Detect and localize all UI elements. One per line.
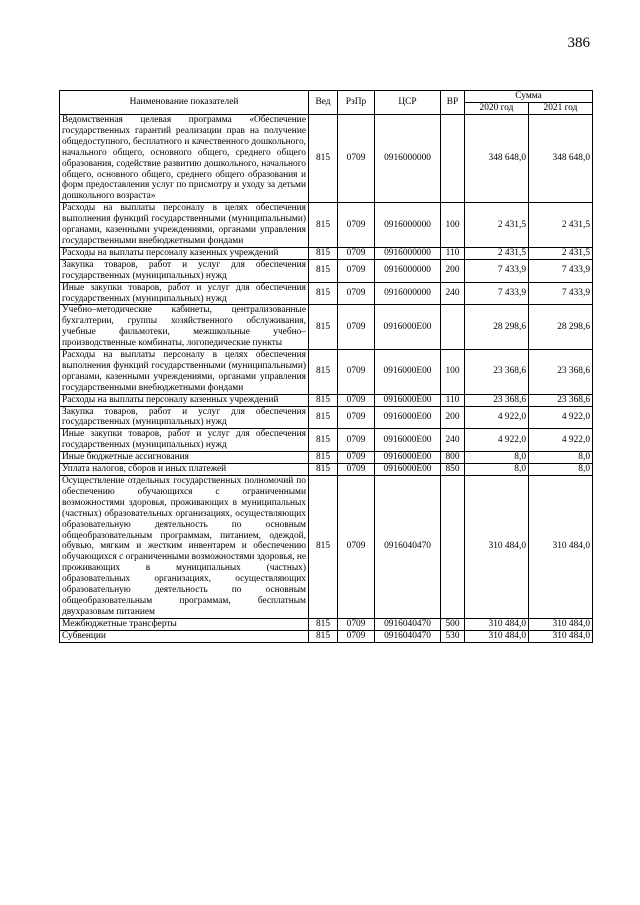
table-row	[60, 394, 593, 406]
row-name: Уплата налогов, сборов и иных платежей	[60, 464, 309, 476]
table-row	[60, 115, 593, 203]
table-row	[60, 203, 593, 248]
row-rzpr: 0709	[338, 476, 375, 619]
row-sum-2021: 28 298,6	[529, 305, 593, 350]
row-rzpr: 0709	[338, 305, 375, 350]
row-ved: 815	[309, 259, 338, 282]
header-2021: 2021 год	[529, 103, 593, 115]
row-csr: 0916000Е00	[375, 406, 441, 429]
row-csr: 0916000000	[375, 259, 441, 282]
row-name: Иные бюджетные ассигнования	[60, 452, 309, 464]
row-rzpr: 0709	[338, 630, 375, 642]
row-vr: 240	[441, 429, 465, 452]
header-ved: Вед	[309, 91, 338, 115]
table-row	[60, 630, 593, 642]
row-vr: 800	[441, 452, 465, 464]
row-sum-2020: 23 368,6	[465, 394, 529, 406]
header-csr: ЦСР	[375, 91, 441, 115]
row-rzpr: 0709	[338, 464, 375, 476]
row-csr: 0916000Е00	[375, 464, 441, 476]
row-sum-2020: 2 431,5	[465, 247, 529, 259]
page-number: 386	[567, 35, 590, 51]
row-vr: 850	[441, 464, 465, 476]
row-rzpr: 0709	[338, 247, 375, 259]
row-ved: 815	[309, 464, 338, 476]
row-ved: 815	[309, 282, 338, 305]
row-csr: 0916000Е00	[375, 429, 441, 452]
row-name: Иные закупки товаров, работ и услуг для обеспечения государственных (муниципальных) нужд	[60, 282, 309, 305]
row-csr: 0916000Е00	[375, 305, 441, 350]
row-sum-2021: 7 433,9	[529, 282, 593, 305]
header-vr: ВР	[441, 91, 465, 115]
row-sum-2021: 348 648,0	[529, 115, 593, 203]
table-row	[60, 247, 593, 259]
row-ved: 815	[309, 203, 338, 248]
row-ved: 815	[309, 429, 338, 452]
row-vr	[441, 115, 465, 203]
row-name: Расходы на выплаты персоналу казенных учреждений	[60, 394, 309, 406]
row-csr: 0916040470	[375, 630, 441, 642]
table-row	[60, 464, 593, 476]
table-row	[60, 259, 593, 282]
row-sum-2021: 4 922,0	[529, 406, 593, 429]
row-ved: 815	[309, 452, 338, 464]
row-ved: 815	[309, 115, 338, 203]
row-name: Расходы на выплаты персоналу казенных учреждений	[60, 247, 309, 259]
row-sum-2020: 8,0	[465, 464, 529, 476]
table-body	[60, 115, 593, 643]
row-vr: 110	[441, 247, 465, 259]
row-name: Иные закупки товаров, работ и услуг для обеспечения государственных (муниципальных) нужд	[60, 429, 309, 452]
row-rzpr: 0709	[338, 429, 375, 452]
row-sum-2020: 310 484,0	[465, 476, 529, 619]
row-sum-2021: 8,0	[529, 452, 593, 464]
row-ved: 815	[309, 406, 338, 429]
table-row	[60, 618, 593, 630]
row-sum-2020: 348 648,0	[465, 115, 529, 203]
row-sum-2020: 23 368,6	[465, 350, 529, 395]
row-sum-2021: 23 368,6	[529, 394, 593, 406]
row-sum-2020: 7 433,9	[465, 282, 529, 305]
row-csr: 0916000000	[375, 282, 441, 305]
row-csr: 0916000000	[375, 203, 441, 248]
row-sum-2020: 310 484,0	[465, 630, 529, 642]
row-sum-2020: 310 484,0	[465, 618, 529, 630]
row-vr: 200	[441, 259, 465, 282]
row-vr: 100	[441, 350, 465, 395]
table-row	[60, 350, 593, 395]
row-sum-2021: 4 922,0	[529, 429, 593, 452]
row-name: Субвенции	[60, 630, 309, 642]
row-vr	[441, 305, 465, 350]
row-sum-2021: 7 433,9	[529, 259, 593, 282]
budget-table	[59, 90, 593, 643]
row-csr: 0916000000	[375, 247, 441, 259]
row-sum-2021: 310 484,0	[529, 630, 593, 642]
row-sum-2021: 2 431,5	[529, 247, 593, 259]
row-vr: 110	[441, 394, 465, 406]
row-vr: 530	[441, 630, 465, 642]
row-ved: 815	[309, 618, 338, 630]
row-sum-2021: 310 484,0	[529, 476, 593, 619]
row-sum-2020: 2 431,5	[465, 203, 529, 248]
row-rzpr: 0709	[338, 406, 375, 429]
table-row	[60, 452, 593, 464]
row-vr: 200	[441, 406, 465, 429]
row-sum-2020: 4 922,0	[465, 429, 529, 452]
row-name: Ведомственная целевая программа «Обеспечение государственных гарантий реализации прав на получение общедоступного, бесплатного и качественного дошкольного, начального общего, основного общего, среднего общего образования, содействие развитию дошкольного, начального общего, основного общего, среднего общего образования и форм предоставления услуг по присмотру и уходу за детьми дошкольного возраста»	[60, 115, 309, 203]
row-rzpr: 0709	[338, 618, 375, 630]
row-sum-2021: 23 368,6	[529, 350, 593, 395]
row-sum-2020: 8,0	[465, 452, 529, 464]
row-rzpr: 0709	[338, 350, 375, 395]
row-ved: 815	[309, 305, 338, 350]
row-csr: 0916000Е00	[375, 350, 441, 395]
table-row	[60, 282, 593, 305]
row-csr: 0916000Е00	[375, 452, 441, 464]
row-name: Расходы на выплаты персоналу в целях обеспечения выполнения функций государственными (муниципальными) органами, казенными учреждениями, органами управления государственными внебюджетными фондами	[60, 203, 309, 248]
header-name: Наименование показателей	[60, 91, 309, 115]
header-2020: 2020 год	[465, 103, 529, 115]
row-rzpr: 0709	[338, 452, 375, 464]
row-csr: 0916040470	[375, 618, 441, 630]
row-rzpr: 0709	[338, 203, 375, 248]
row-csr: 0916000Е00	[375, 394, 441, 406]
row-sum-2021: 8,0	[529, 464, 593, 476]
row-vr: 240	[441, 282, 465, 305]
row-rzpr: 0709	[338, 394, 375, 406]
row-vr	[441, 476, 465, 619]
row-name: Закупка товаров, работ и услуг для обеспечения государственных (муниципальных) нужд	[60, 406, 309, 429]
row-rzpr: 0709	[338, 259, 375, 282]
row-name: Закупка товаров, работ и услуг для обеспечения государственных (муниципальных) нужд	[60, 259, 309, 282]
row-csr: 0916040470	[375, 476, 441, 619]
header-rzpr: РзПр	[338, 91, 375, 115]
table-row	[60, 476, 593, 619]
row-name: Осуществление отдельных государственных полномочий по обеспечению обучающихся с ограниченными возможностями здоровья, проживающих в муниципальных (частных) образовательных организациях, осуществляющих образовательную деятельность по основным общеобразовательным программам, питанием, одеждой, обувью, мягким и жестким инвентарем и обеспечению обучающихся с ограниченными возможностями здоровья, не проживающих в муниципальных (частных) образовательных организациях, осуществляющих образовательную деятельность по основным общеобразовательным программам, бесплатным двухразовым питанием	[60, 476, 309, 619]
row-sum-2020: 4 922,0	[465, 406, 529, 429]
row-rzpr: 0709	[338, 282, 375, 305]
row-vr: 100	[441, 203, 465, 248]
row-ved: 815	[309, 476, 338, 619]
row-sum-2021: 310 484,0	[529, 618, 593, 630]
row-sum-2020: 28 298,6	[465, 305, 529, 350]
row-name: Расходы на выплаты персоналу в целях обеспечения выполнения функций государственными (муниципальными) органами, казенными учреждениями, органами управления государственными внебюджетными фондами	[60, 350, 309, 395]
row-rzpr: 0709	[338, 115, 375, 203]
row-sum-2020: 7 433,9	[465, 259, 529, 282]
row-name: Межбюджетные трансферты	[60, 618, 309, 630]
row-name: Учебно–методические кабинеты, централизованные бухгалтерии, группы хозяйственного обслуживания, учебные фильмотеки, межшкольные учебно–производственные комбинаты, логопедические пункты	[60, 305, 309, 350]
table-row	[60, 429, 593, 452]
header-sum: Сумма	[465, 91, 593, 103]
table-row	[60, 406, 593, 429]
row-vr: 500	[441, 618, 465, 630]
row-ved: 815	[309, 247, 338, 259]
row-ved: 815	[309, 350, 338, 395]
row-ved: 815	[309, 394, 338, 406]
row-csr: 0916000000	[375, 115, 441, 203]
row-sum-2021: 2 431,5	[529, 203, 593, 248]
table-row	[60, 305, 593, 350]
row-ved: 815	[309, 630, 338, 642]
